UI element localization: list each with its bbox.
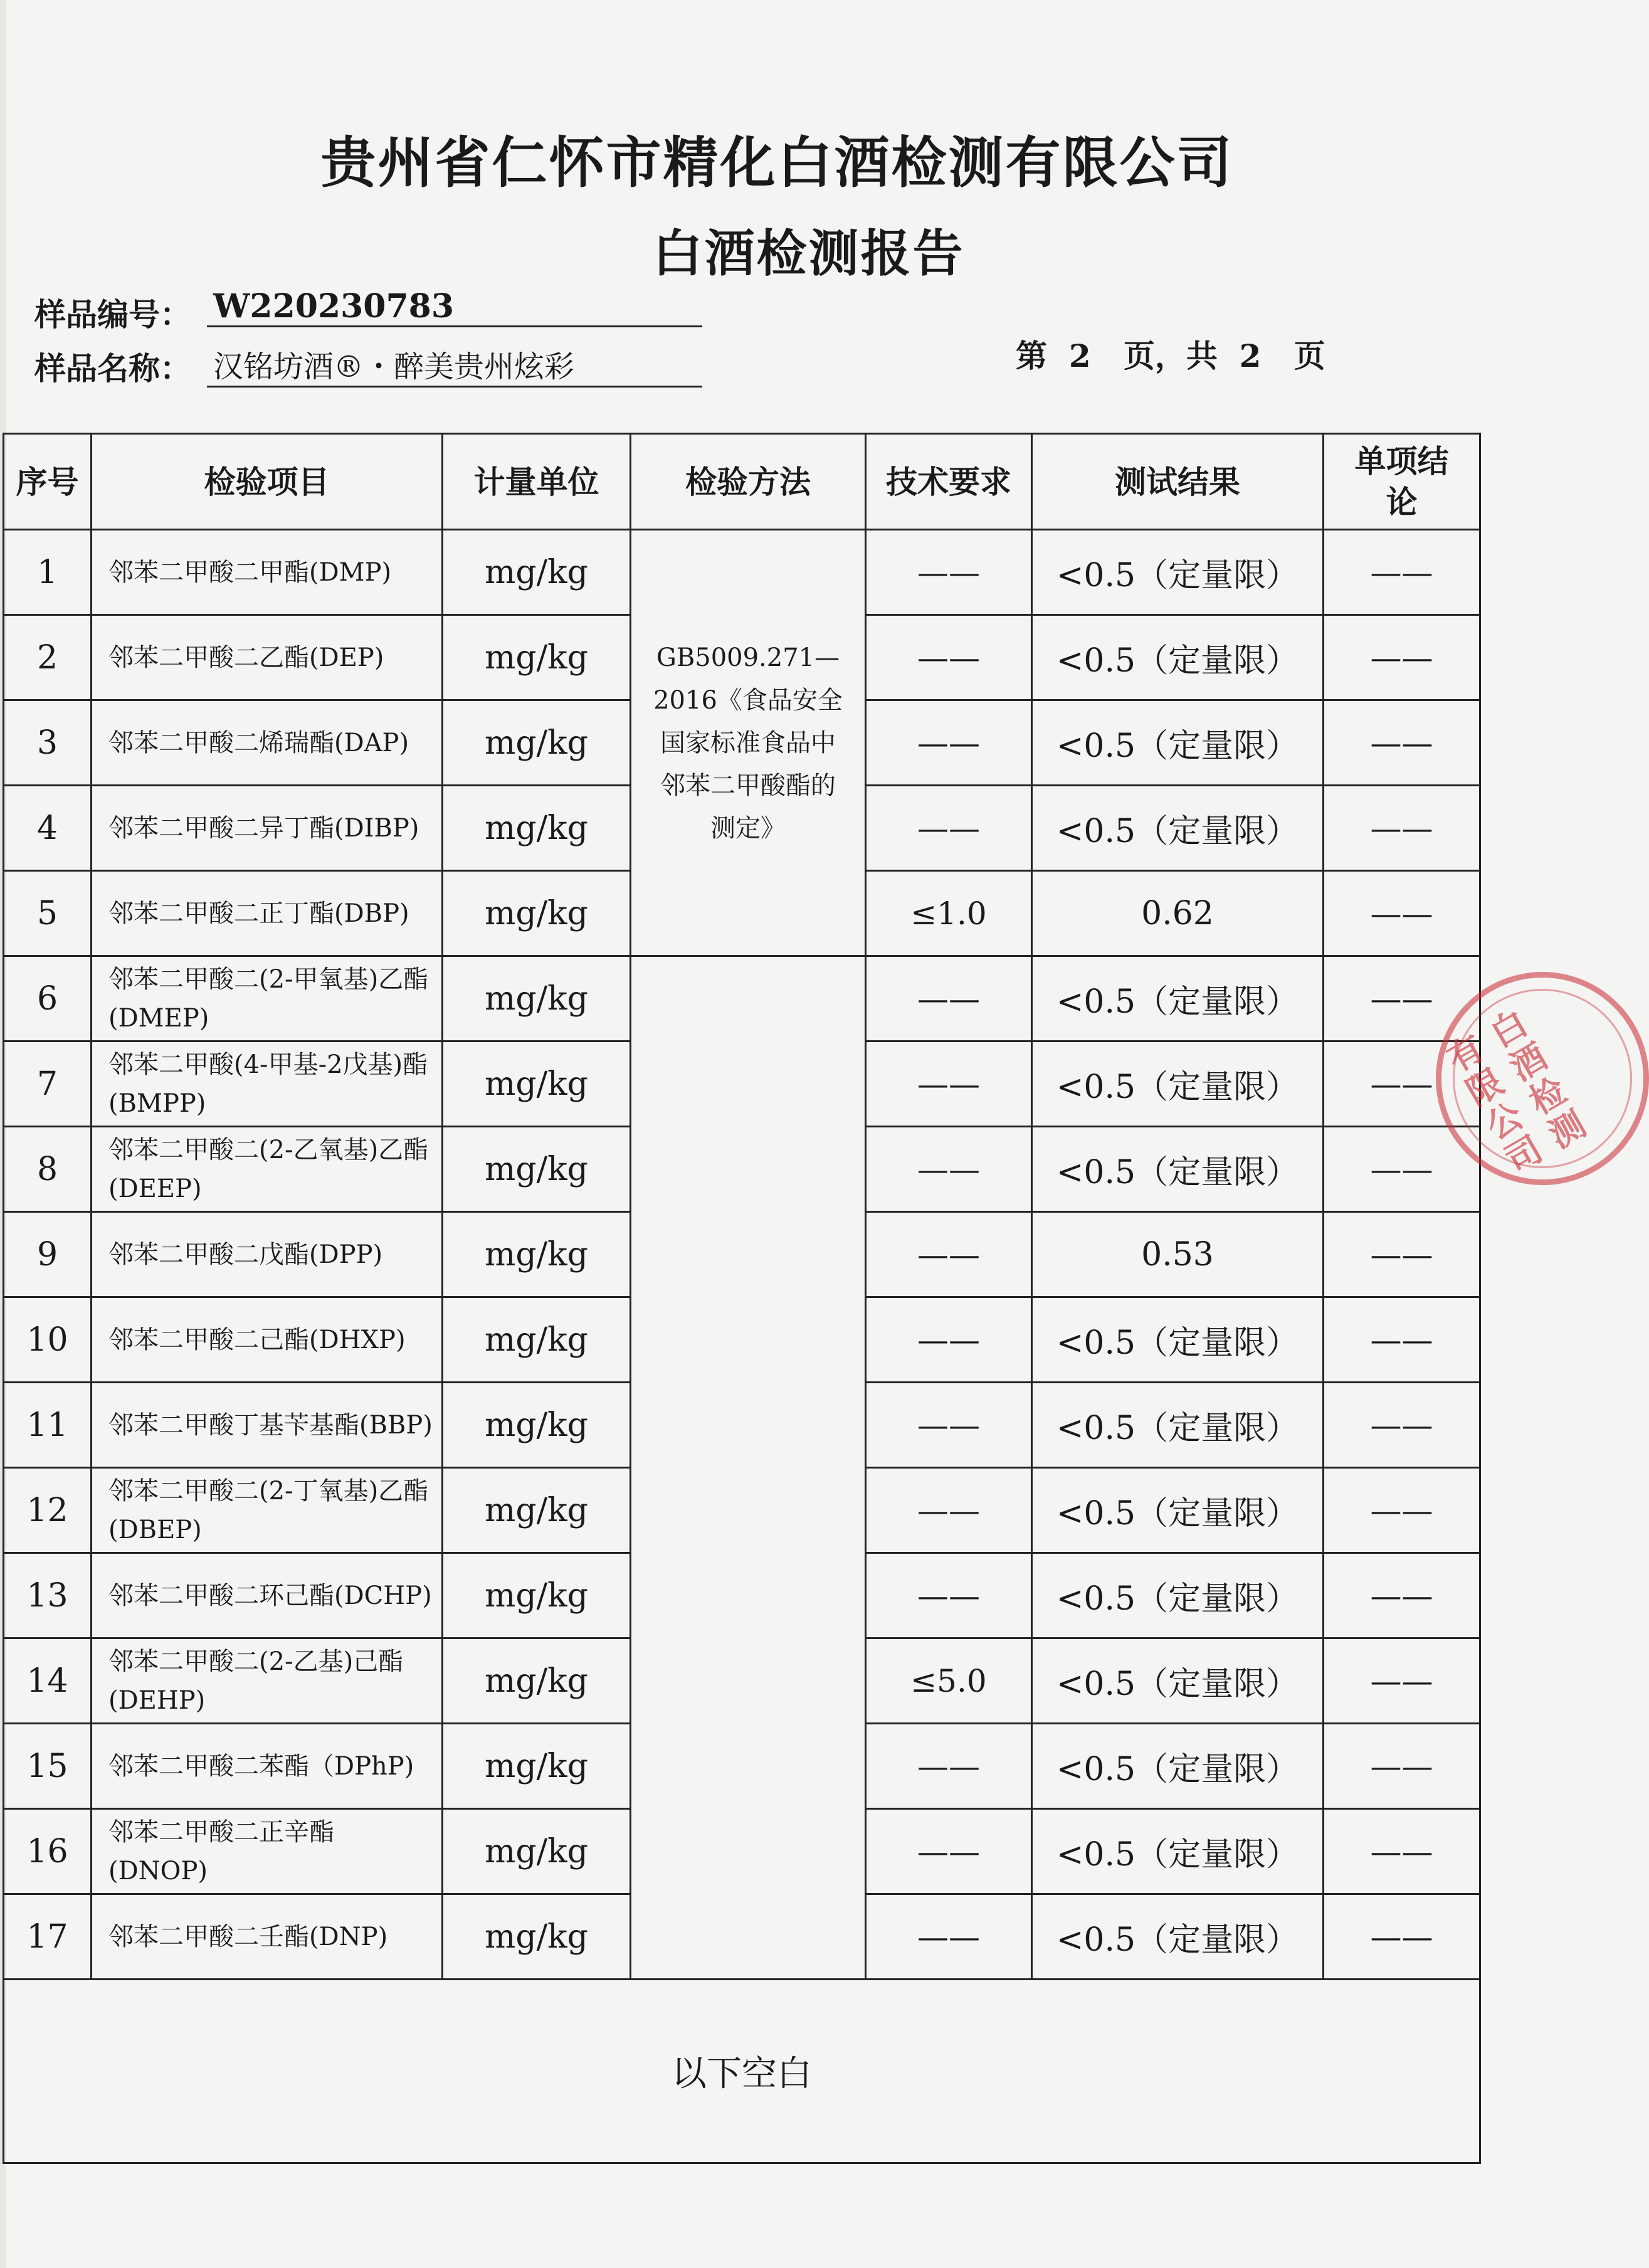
sample-name-label: 样品名称： bbox=[34, 350, 191, 387]
row-number: 1 bbox=[4, 530, 92, 615]
row-conclusion: —— bbox=[1324, 1127, 1480, 1212]
row-unit: mg/kg bbox=[443, 956, 631, 1042]
row-requirement: —— bbox=[866, 615, 1032, 700]
row-result: <0.5（定量限） bbox=[1032, 1383, 1324, 1468]
row-unit: mg/kg bbox=[443, 1383, 631, 1468]
row-item: 邻苯二甲酸丁基苄基酯(BBP) bbox=[92, 1383, 443, 1468]
header-method: 检验方法 bbox=[631, 434, 866, 530]
header-requirement: 技术要求 bbox=[866, 434, 1032, 530]
row-item: 邻苯二甲酸二己酯(DHXP) bbox=[92, 1297, 443, 1383]
row-conclusion: —— bbox=[1324, 530, 1480, 615]
row-number: 9 bbox=[4, 1212, 92, 1297]
row-result: <0.5（定量限） bbox=[1032, 1894, 1324, 1980]
method-cell: GB5009.271—2016《食品安全国家标准食品中邻苯二甲酸酯的测定》 bbox=[631, 530, 866, 956]
row-unit: mg/kg bbox=[443, 1468, 631, 1553]
row-number: 4 bbox=[4, 786, 92, 871]
seal-text: 白酒检测有限公司 bbox=[1436, 1003, 1593, 1184]
row-requirement: —— bbox=[866, 530, 1032, 615]
table-header-row bbox=[4, 434, 1480, 530]
row-result: <0.5（定量限） bbox=[1032, 530, 1324, 615]
row-number: 14 bbox=[4, 1638, 92, 1724]
row-item: 邻苯二甲酸二(2-丁氧基)乙酯(DBEP) bbox=[92, 1468, 443, 1553]
company-name: 贵州省仁怀市精化白酒检测有限公司 bbox=[320, 130, 1234, 195]
row-item: 邻苯二甲酸二异丁酯(DIBP) bbox=[92, 786, 443, 871]
row-conclusion: —— bbox=[1324, 1383, 1480, 1468]
row-number: 17 bbox=[4, 1894, 92, 1980]
row-result: <0.5（定量限） bbox=[1032, 1553, 1324, 1638]
row-result: <0.5（定量限） bbox=[1032, 1638, 1324, 1724]
row-item: 邻苯二甲酸二正辛酯(DNOP) bbox=[92, 1809, 443, 1894]
row-conclusion: —— bbox=[1324, 1724, 1480, 1809]
report-title: 白酒检测报告 bbox=[652, 224, 965, 283]
row-conclusion: —— bbox=[1324, 1042, 1480, 1127]
row-conclusion: —— bbox=[1324, 1809, 1480, 1894]
row-unit: mg/kg bbox=[443, 871, 631, 956]
row-requirement: —— bbox=[866, 1468, 1032, 1553]
row-result: 0.53 bbox=[1032, 1212, 1324, 1297]
row-unit: mg/kg bbox=[443, 1553, 631, 1638]
header-item: 检验项目 bbox=[92, 434, 443, 530]
row-unit: mg/kg bbox=[443, 1297, 631, 1383]
row-requirement: —— bbox=[866, 1894, 1032, 1980]
row-number: 15 bbox=[4, 1724, 92, 1809]
row-result: <0.5（定量限） bbox=[1032, 1042, 1324, 1127]
row-result: <0.5（定量限） bbox=[1032, 1724, 1324, 1809]
report-table bbox=[3, 433, 1481, 2164]
sample-no-value: W220230783 bbox=[207, 287, 702, 327]
row-unit: mg/kg bbox=[443, 700, 631, 786]
row-requirement: —— bbox=[866, 956, 1032, 1042]
row-unit: mg/kg bbox=[443, 1127, 631, 1212]
row-unit: mg/kg bbox=[443, 1042, 631, 1127]
row-item: 邻苯二甲酸二烯瑞酯(DAP) bbox=[92, 700, 443, 786]
row-item: 邻苯二甲酸二环己酯(DCHP) bbox=[92, 1553, 443, 1638]
row-result: <0.5（定量限） bbox=[1032, 786, 1324, 871]
row-requirement: —— bbox=[866, 1212, 1032, 1297]
blank-row bbox=[4, 1980, 1480, 2163]
table-row bbox=[4, 956, 1480, 1042]
row-result: <0.5（定量限） bbox=[1032, 956, 1324, 1042]
row-number: 8 bbox=[4, 1127, 92, 1212]
header-result: 测试结果 bbox=[1032, 434, 1324, 530]
row-unit: mg/kg bbox=[443, 786, 631, 871]
row-number: 5 bbox=[4, 871, 92, 956]
row-item: 邻苯二甲酸二(2-甲氧基)乙酯(DMEP) bbox=[92, 956, 443, 1042]
table-body bbox=[4, 530, 1480, 1980]
row-unit: mg/kg bbox=[443, 530, 631, 615]
page-info: 第 2 页，共 2 页 bbox=[1016, 337, 1325, 374]
row-item: 邻苯二甲酸二壬酯(DNP) bbox=[92, 1894, 443, 1980]
row-number: 7 bbox=[4, 1042, 92, 1127]
row-unit: mg/kg bbox=[443, 615, 631, 700]
row-unit: mg/kg bbox=[443, 1724, 631, 1809]
row-item: 邻苯二甲酸二正丁酯(DBP) bbox=[92, 871, 443, 956]
row-result: 0.62 bbox=[1032, 871, 1324, 956]
row-requirement: ≤5.0 bbox=[866, 1638, 1032, 1724]
row-number: 10 bbox=[4, 1297, 92, 1383]
row-requirement: —— bbox=[866, 1383, 1032, 1468]
header-unit: 计量单位 bbox=[443, 434, 631, 530]
row-conclusion: —— bbox=[1324, 1894, 1480, 1980]
row-conclusion: —— bbox=[1324, 1553, 1480, 1638]
row-result: <0.5（定量限） bbox=[1032, 700, 1324, 786]
row-number: 11 bbox=[4, 1383, 92, 1468]
row-requirement: —— bbox=[866, 1809, 1032, 1894]
row-result: <0.5（定量限） bbox=[1032, 615, 1324, 700]
company-seal bbox=[1436, 972, 1649, 1185]
row-number: 3 bbox=[4, 700, 92, 786]
row-unit: mg/kg bbox=[443, 1638, 631, 1724]
header-no: 序号 bbox=[4, 434, 92, 530]
row-number: 6 bbox=[4, 956, 92, 1042]
row-number: 12 bbox=[4, 1468, 92, 1553]
row-requirement: —— bbox=[866, 1553, 1032, 1638]
row-conclusion: —— bbox=[1324, 1638, 1480, 1724]
row-result: <0.5（定量限） bbox=[1032, 1809, 1324, 1894]
row-conclusion: —— bbox=[1324, 871, 1480, 956]
row-conclusion: —— bbox=[1324, 786, 1480, 871]
row-conclusion: —— bbox=[1324, 1297, 1480, 1383]
row-number: 16 bbox=[4, 1809, 92, 1894]
header-conclusion: 单项结论 bbox=[1324, 434, 1480, 530]
row-requirement: —— bbox=[866, 1127, 1032, 1212]
blank-note: 以下空白 bbox=[4, 1980, 1480, 2163]
row-item: 邻苯二甲酸二乙酯(DEP) bbox=[92, 615, 443, 700]
row-item: 邻苯二甲酸二戊酯(DPP) bbox=[92, 1212, 443, 1297]
row-conclusion: —— bbox=[1324, 1212, 1480, 1297]
row-number: 2 bbox=[4, 615, 92, 700]
sample-no-label: 样品编号： bbox=[34, 296, 191, 333]
row-unit: mg/kg bbox=[443, 1809, 631, 1894]
row-result: <0.5（定量限） bbox=[1032, 1297, 1324, 1383]
row-number: 13 bbox=[4, 1553, 92, 1638]
row-result: <0.5（定量限） bbox=[1032, 1127, 1324, 1212]
row-conclusion: —— bbox=[1324, 700, 1480, 786]
method-cell-continued bbox=[631, 956, 866, 1980]
row-item: 邻苯二甲酸(4-甲基-2戊基)酯(BMPP) bbox=[92, 1042, 443, 1127]
row-requirement: —— bbox=[866, 1297, 1032, 1383]
row-unit: mg/kg bbox=[443, 1894, 631, 1980]
row-requirement: —— bbox=[866, 700, 1032, 786]
row-conclusion: —— bbox=[1324, 615, 1480, 700]
row-conclusion: —— bbox=[1324, 1468, 1480, 1553]
table-row bbox=[4, 530, 1480, 615]
row-item: 邻苯二甲酸二苯酯（DPhP) bbox=[92, 1724, 443, 1809]
row-item: 邻苯二甲酸二甲酯(DMP) bbox=[92, 530, 443, 615]
row-unit: mg/kg bbox=[443, 1212, 631, 1297]
row-requirement: —— bbox=[866, 786, 1032, 871]
row-requirement: ≤1.0 bbox=[866, 871, 1032, 956]
row-item: 邻苯二甲酸二(2-乙基)己酯(DEHP) bbox=[92, 1638, 443, 1724]
row-item: 邻苯二甲酸二(2-乙氧基)乙酯(DEEP) bbox=[92, 1127, 443, 1212]
sample-name-value: 汉铭坊酒®・醉美贵州炫彩 bbox=[207, 342, 702, 388]
row-requirement: —— bbox=[866, 1042, 1032, 1127]
row-conclusion: —— bbox=[1324, 956, 1480, 1042]
row-requirement: —— bbox=[866, 1724, 1032, 1809]
row-result: <0.5（定量限） bbox=[1032, 1468, 1324, 1553]
